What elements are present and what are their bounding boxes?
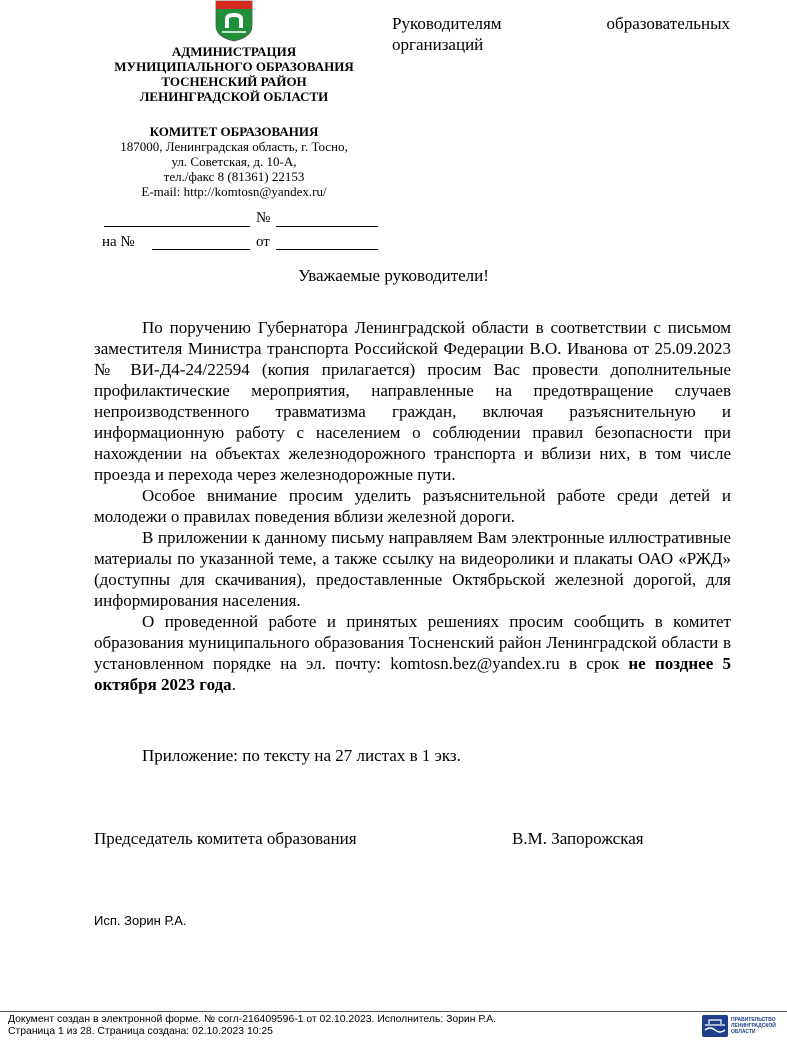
body-paragraph xyxy=(94,611,731,695)
footer-divider xyxy=(0,1011,787,1012)
org-line: МУНИЦИПАЛЬНОГО ОБРАЗОВАНИЯ xyxy=(114,59,354,74)
body-paragraph: По поручению Губернатора Ленинградской области в соответствии с письмом заместителя Министра транспорта Российской Федерации В.О. Иванова от 25.09.2023 № ВИ-Д4-24/22594 (копия прилагается) просим Вас провести дополнительные профилактические мероприятия, направленные на предотвращение случаев непроизводственного травматизма граждан, включая разъяснительную и информационную работу с населением о соблюдении правил безопасности при нахождении на объектах железнодорожного транспорта и вблизи них, в том числе проезда и перехода через железнодорожные пути. xyxy=(94,318,731,484)
number-label: № xyxy=(256,210,271,226)
on-number-label: на № xyxy=(102,234,135,250)
logo-text-line: ОБЛАСТИ xyxy=(731,1029,756,1035)
body-paragraph: В приложении к данному письму направляем Вам электронные иллюстративные материалы по указанной теме, а также ссылку на видеоролики и плакаты ОАО «РЖД» (доступны для скачивания), предоставленные Октябрьской железной дорогой, для информирования населения. xyxy=(94,528,731,610)
committee-block xyxy=(90,124,378,199)
org-line: ТОСНЕНСКИЙ РАЙОН xyxy=(161,74,307,89)
greeting: Уважаемые руководители! xyxy=(298,266,489,285)
from-label: от xyxy=(256,234,270,250)
recipient-word: образовательных xyxy=(606,14,730,33)
footer xyxy=(8,1014,496,1038)
body-text: О проведенной работе и принятых решениях просим сообщить в комитет образования муниципального образования Тосненский район Ленинградской области в установленном порядке на эл. почту: komtosn.bez@yandex.ru в срок xyxy=(94,612,731,673)
government-emblem-icon xyxy=(702,1015,728,1037)
body-paragraph: Особое внимание просим уделить разъяснительной работе среди детей и молодежи о правилах поведения вблизи железной дороги. xyxy=(94,486,731,526)
date-blank-line xyxy=(104,226,250,227)
letter-body xyxy=(94,317,731,695)
footer-line: Страница 1 из 28. Страница создана: 02.10.2023 10:25 xyxy=(8,1026,273,1037)
logo-text-line: ЛЕНИНГРАДСКОЙ xyxy=(731,1023,776,1029)
address-line: 187000, Ленинградская область, г. Тосно, xyxy=(120,139,348,154)
on-number-blank-line xyxy=(152,249,250,250)
org-line: ЛЕНИНГРАДСКОЙ ОБЛАСТИ xyxy=(139,89,329,104)
logo-text-line: ПРАВИТЕЛЬСТВО xyxy=(731,1017,776,1023)
signer-title: Председатель комитета образования xyxy=(94,829,357,848)
number-blank-line xyxy=(276,226,378,227)
recipient-line: организаций xyxy=(392,35,484,54)
executor-note: Исп. Зорин Р.А. xyxy=(94,913,187,928)
footer-line: Документ создан в электронной форме. № согл-216409596-1 от 02.10.2023. Исполнитель: Зорин Р.А. xyxy=(8,1014,497,1025)
attachment-note: Приложение: по тексту на 27 листах в 1 экз. xyxy=(142,746,461,765)
recipient-word: Руководителям xyxy=(392,14,502,33)
government-logo xyxy=(702,1013,782,1039)
deadline-text: не позднее 5 октября 2023 года xyxy=(94,654,731,694)
org-line: АДМИНИСТРАЦИЯ xyxy=(171,44,297,59)
organization-name xyxy=(90,44,378,104)
from-blank-line xyxy=(276,249,378,250)
email-line: E-mail: http://komtosn@yandex.ru/ xyxy=(141,184,327,199)
coat-of-arms-icon xyxy=(214,0,254,42)
committee-name: КОМИТЕТ ОБРАЗОВАНИЯ xyxy=(149,124,319,139)
body-text: . xyxy=(231,675,236,694)
address-line: тел./факс 8 (81361) 22153 xyxy=(163,169,305,184)
address-line: ул. Советская, д. 10-А, xyxy=(171,154,297,169)
signer-name: В.М. Запорожская xyxy=(512,829,644,848)
recipient xyxy=(392,13,730,55)
